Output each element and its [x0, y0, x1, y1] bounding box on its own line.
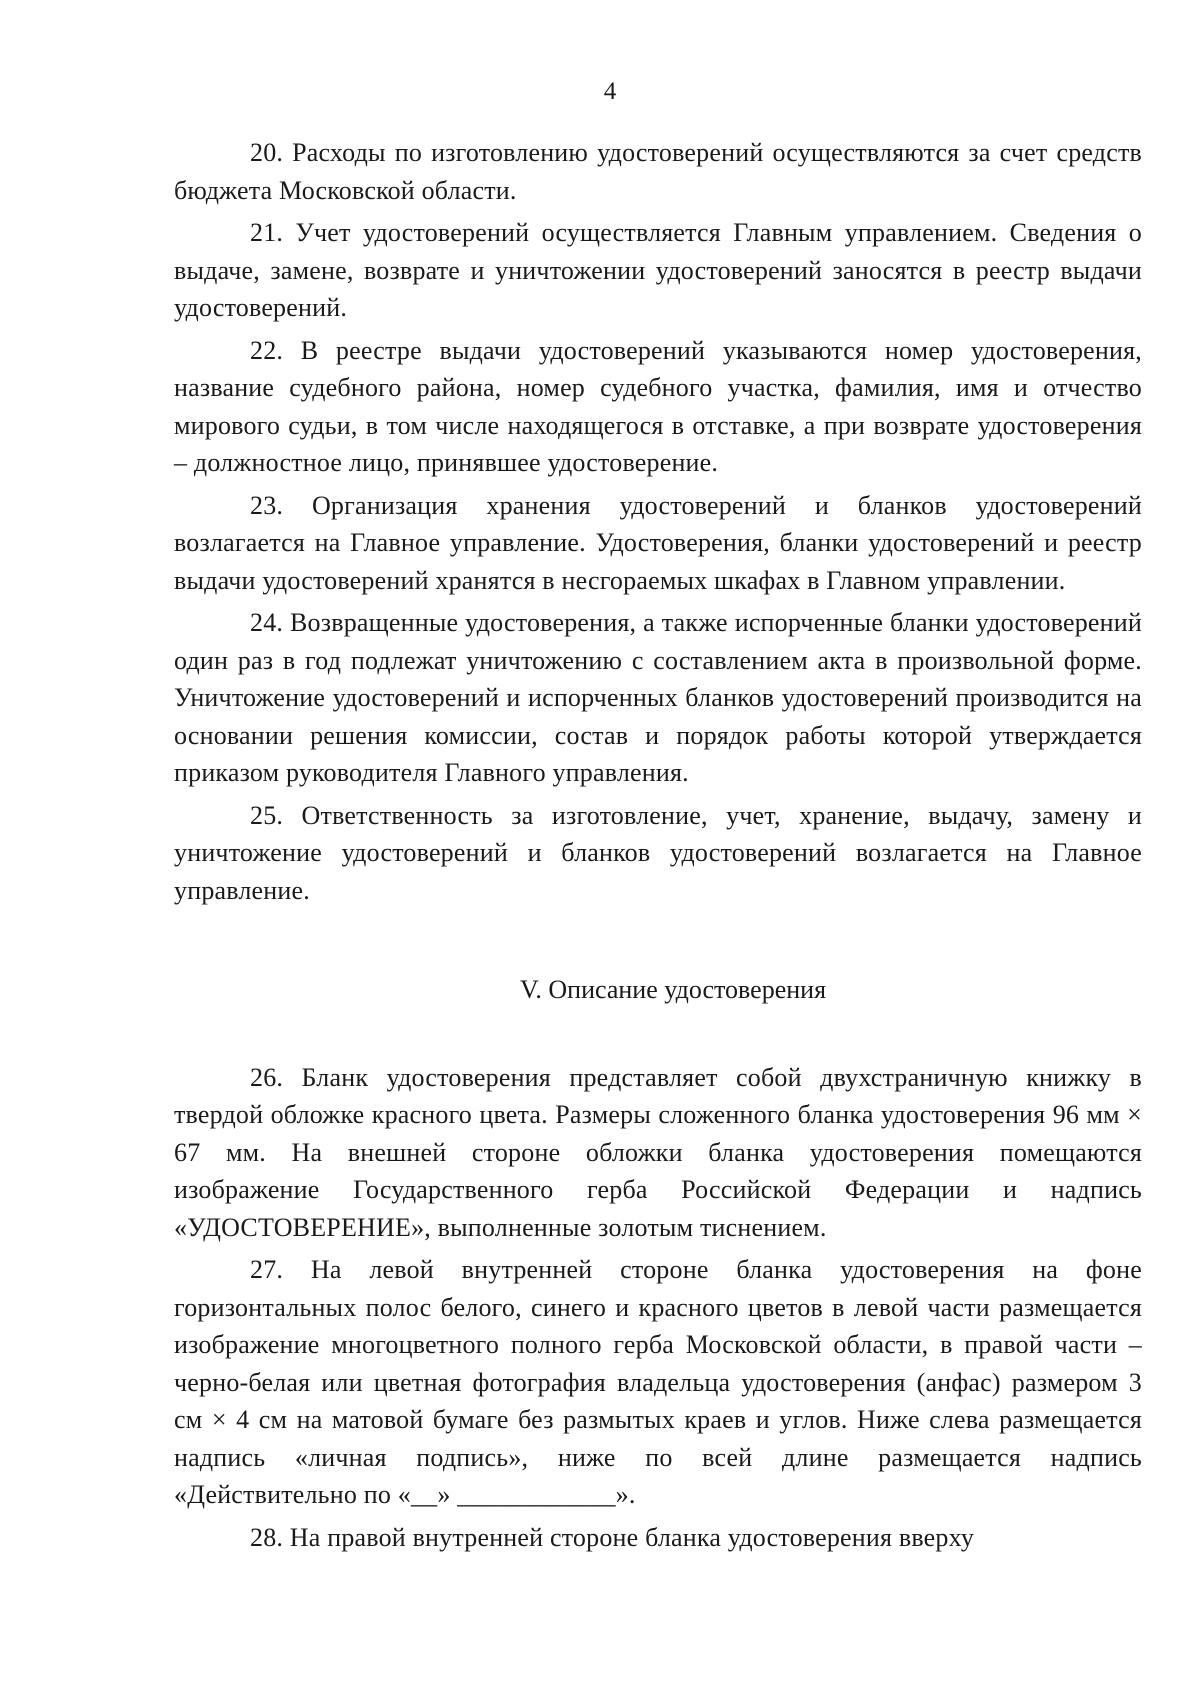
document-body	[174, 134, 1142, 1561]
section-heading: V. Описание удостоверения	[519, 975, 827, 1004]
paragraph-26: 26. Бланк удостоверения представляет собой двухстраничную книжку в твердой обложке красного цвета. Размеры сложенного бланка удостоверения 96 мм × 67 мм. На внешней стороне обложки бланка удостоверения помещаются изображение Государственного герба Российской Федерации и надпись «УДОСТОВЕРЕНИЕ», выполненные золотым тиснением.	[174, 1062, 1142, 1242]
paragraph-22: 22. В реестре выдачи удостоверений указываются номер удостоверения, название судебного района, номер судебного участка, фамилия, имя и отчество мирового судьи, в том числе находящегося в отставке, а при возврате удостоверения – должностное лицо, принявшее удостоверение.	[174, 335, 1142, 477]
paragraph-27: 27. На левой внутренней стороне бланка удостоверения на фоне горизонтальных полос белого, синего и красного цветов в левой части размещается изображение многоцветного полного герба Московской области, в правой части – черно-белая или цветная фотография владельца удостоверения (анфас) размером 3 см × 4 см на матовой бумаге без размытых краев и углов. Ниже слева размещается надпись «личная подпись», ниже по всей длине размещается надпись «Действительно по «__» ____________».	[174, 1255, 1142, 1509]
paragraph-23: 23. Организация хранения удостоверений и бланков удостоверений возлагается на Главное управление. Удостоверения, бланки удостоверений и реестр выдачи удостоверений хранятся в несгораемых шкафах в Главном управлении.	[174, 490, 1142, 595]
paragraph-21: 21. Учет удостоверений осуществляется Главным управлением. Сведения о выдаче, замене, возврате и уничтожении удостоверений заносятся в реестр выдачи удостоверений.	[174, 218, 1142, 322]
paragraph-28: 28. На правой внутренней стороне бланка удостоверения вверху	[250, 1522, 975, 1552]
paragraph-24: 24. Возвращенные удостоверения, а также испорченные бланки удостоверений один раз в год подлежат уничтожению с составлением акта в произвольной форме. Уничтожение удостоверений и испорченных бланков удостоверений производится на основании решения комиссии, состав и порядок работы которой утверждается приказом руководителя Главного управления.	[174, 608, 1142, 787]
paragraph-25: 25. Ответственность за изготовление, учет, хранение, выдачу, замену и уничтожение удостоверений и бланков удостоверений возлагается на Главное управление.	[174, 800, 1142, 905]
page-number: 4	[603, 78, 617, 105]
paragraph-20: 20. Расходы по изготовлению удостоверений осуществляются за счет средств бюджета Московской области.	[174, 138, 1142, 205]
